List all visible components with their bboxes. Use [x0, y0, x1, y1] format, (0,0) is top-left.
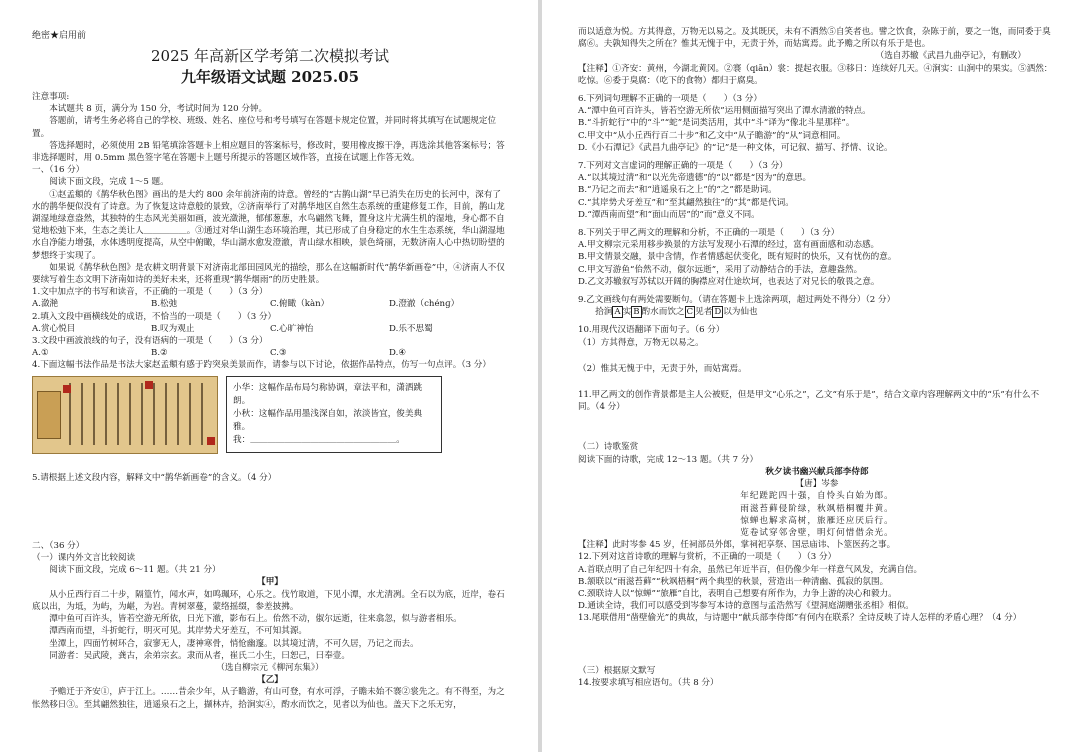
option[interactable]: D.澄澈（chénɡ） [389, 299, 460, 310]
question-2: 2.填入文段中画横线处的成语，不恰当的一项是（ ）（3 分） [32, 311, 277, 322]
question-4-figure [32, 376, 508, 454]
passage-paragraph: 予赡迁于齐安①，庐于江上。……昔余少年，从子瞻游，有山可登，有水可浮，子瞻未始不褰②裳先之。有不得至，为之怅然移日③。至其翩然独往，逍遥泉石之上，撷林卉，拾涧实④，酌水而饮之，见者以为仙也。盖天下之乐无穷， [32, 687, 505, 710]
option[interactable]: C.甲文中“从小丘西行百二十步”和乙文中“从子瞻游”的“从”词意相同。 [578, 130, 846, 141]
option[interactable]: D.“潭西南而望”和“面山而居”的“而”意义不同。 [578, 209, 760, 220]
exam-title: 2025 年高新区学考第二次模拟考试 [151, 47, 389, 65]
exam-page-right [542, 0, 1080, 752]
poem-title: 秋夕读书幽兴献兵部李侍郎 [765, 466, 869, 477]
seal-stamp-icon [207, 437, 215, 445]
break-option-c[interactable]: C [686, 307, 694, 318]
option[interactable]: D.乐不思蜀 [389, 323, 433, 334]
option[interactable]: B.② [151, 348, 168, 359]
option[interactable]: A.首联点明了自己年纪四十有余，虽然已年近半百，但仍像少年一样意气风发，充满自信。 [578, 564, 923, 575]
question-3-options [32, 347, 508, 359]
break-option-b[interactable]: B [633, 307, 640, 318]
poem-line: 雨滋苔藓侵阶绿，秋飒梧桐覆井黄。 [740, 503, 894, 514]
question-4: 4.下面这幅书法作品是书法大家赵孟頫有感于趵突泉美景而作，请参与以下讨论，依据作品特点，仿写一句点评。（3 分） [32, 360, 491, 371]
subsection-heading: （三）根据原文默写 [578, 665, 656, 676]
option[interactable]: D.《小石潭记》《武昌九曲亭记》的“记”是一种文体，可记叙、描写、抒情、议论。 [578, 142, 893, 153]
section-intro: 阅读下面文段，完成 1～5 题。 [49, 177, 169, 188]
question-1: 1.文中加点字的书写和读音，不正确的一项是（ ）（3 分） [32, 287, 268, 298]
question-8: 8.下列关于甲乙两文的理解和分析，不正确的一项是（ ）（3 分） [578, 228, 840, 239]
passage-jia-label: 【甲】 [257, 577, 283, 588]
discussion-line: 小华：这幅作品布局匀称协调，章法平和，潇洒跳朗。 [233, 382, 423, 406]
option[interactable]: C.甲文写游鱼“佁然不动，俶尔远逝”，采用了动静结合的手法，意趣盎然。 [578, 264, 863, 275]
break-option-a[interactable]: A [614, 307, 621, 318]
exam-page-left [0, 0, 538, 752]
option[interactable]: C.颈联诗人以“惊蝉”“旅雁”自比，表明自己想要有所作为，力争上游的决心和毅力。 [578, 588, 897, 599]
poem-line: 览卷试穿邻舍壁，明灯何惜借余光。 [740, 527, 894, 538]
passage-paragraph: 潭西南而望，斗折蛇行，明灭可见。其岸势犬牙差互，不可知其源。 [49, 626, 308, 637]
passage-paragraph: 潭中鱼可百许头，皆若空游无所依，日光下澈，影布石上。佁然不动，俶尔远逝，往来翕忽，似与游者相乐。 [49, 614, 462, 625]
poem-author: 【唐】岑参 [795, 479, 839, 490]
option[interactable]: B.甲文情景交融，景中含情，作者情感起伏变化，既有短时的快乐，又有忧伤的意。 [578, 252, 897, 263]
discussion-box [226, 376, 442, 453]
sentence-break-line: 拾涧 A 实 B 酌水而饮之 C 见者 D 以为仙也 [595, 307, 758, 318]
question-3: 3.文段中画波浪线的句子，没有语病的一项是（ ）（3 分） [32, 336, 268, 347]
seal-stamp-icon [63, 385, 71, 393]
question-5: 5.请根据上述文段内容，解释文中“鹊华新画卷”的含义。（4 分） [32, 472, 277, 483]
option[interactable]: B.颔联以“雨滋苔藓”“秋飒梧桐”两个典型的秋景，营造出一种清幽、孤寂的氛围。 [578, 576, 889, 587]
passage-source: （选自柳宗元《柳河东集》） [216, 662, 324, 673]
question-13: 13.尾联借用“凿壁偷光”的典故，与诗题中“献兵部李侍郎”有何内在联系？全诗反映了诗人怎样的矛盾心理？（4 分） [578, 613, 1022, 624]
passage-paragraph: 从小丘西行百二十步，隔篁竹，闻水声，如鸣珮环，心乐之。伐竹取道，下见小潭，水尤清冽。全石以为底，近岸，卷石底以出，为坻，为屿，为嵁，为岩。青树翠蔓，蒙络摇缀，参差披拂。 [32, 589, 505, 612]
option[interactable]: A.① [32, 348, 49, 359]
question-9: 9.乙文画线句有两处需要断句。（请在答题卡上选涂两项，超过两处不得分）（2 分） [578, 295, 896, 306]
question-10: 10.用现代汉语翻译下面句子。（6 分） [578, 325, 725, 336]
question-6: 6.下列词句理解不正确的一项是（ ）（3 分） [578, 94, 762, 105]
question-7: 7.下列对文言虚词的理解正确的一项是（ ）（3 分） [578, 161, 788, 172]
passage-paragraph: 坐潭上，四面竹树环合，寂寥无人，凄神寒骨，悄怆幽邃。以其境过清，不可久居，乃记之而去。 [49, 638, 419, 649]
section-heading: 一、（16 分） [32, 165, 85, 176]
option[interactable]: C.俯瞰（kàn） [270, 299, 330, 310]
passage-paragraph: ①赵孟頫的《鹊华秋色图》画出的是大约 800 余年前济南的诗意。曾经的“古鹊山湖”早已消失在历史的长河中，深有了水的鹊华便似没有了诗意。为了恢复这诗意般的景致，②济南举行了对鹊华地区自然生态系统的重建修复工作，目前，鹊山龙湖湿地绿意盎然，其独特的生态风光美丽如画，波光潋滟，郁郁葱葱，水鸟翩然飞舞，置身这片尤满生机的湿地，身心都不自觉地松弛下来，生态之美让人＿＿＿＿＿。③通过对华山湖生态环境治理，其已形成了自身稳定的水生生态系统，华山湖湿地水自净能力增强，水体透明度提高，从空中俯瞰，华山湖水愈发澄澈，青山绿水相映，景色绮丽，无数济南人心中热切盼望的梦想终于实现了。 [32, 189, 505, 261]
option[interactable]: B.叹为观止 [151, 323, 195, 334]
passage-paragraph: 同游者：吴武陵，龚古，余弟宗玄。隶而从者，崔氏二小生，曰恕己，曰奉壹。 [49, 650, 350, 661]
translate-item: （1）方其得意，万物无以易之。 [578, 337, 704, 348]
discussion-answer-line[interactable]: 我：＿＿＿＿＿＿＿＿＿＿＿＿＿＿＿＿＿。 [233, 434, 405, 445]
notice-line: 答选择题时，必须使用 2B 铅笔填涂答题卡上相应题目的答案标号，修改时，要用橡皮擦干净，再选涂其他答案标号；答非选择题时，用 0.5mm 黑色签字笔在答题卡上题号所提示的答题区域作答，直接在试题上作答无效。 [32, 140, 505, 164]
passage-source: （选自苏辙《武昌九曲亭记》，有删改） [875, 51, 1026, 62]
calligraphy-artwork-image [32, 376, 218, 454]
option[interactable]: A.“潭中鱼可百许头，皆若空游无所依”运用侧面描写突出了潭水清澈的特点。 [578, 106, 871, 117]
question-11: 11.甲乙两文的创作背景都是主人公被贬，但是甲文“心乐之”，乙文“有乐于是”，结合文章内容理解两文中的“乐”有什么不同。（4 分） [578, 390, 1040, 413]
option[interactable]: B.“斗折蛇行”中的“斗”“蛇”是词类活用，其中“斗”译为“像北斗星那样”。 [578, 118, 855, 129]
passage-paragraph: 如果说《鹊华秋色图》是农耕文明背景下对济南北部田园风光的描绘，那么在这幅新时代“鹊华新画卷”中，④济南人不仅要续写着生态文明下济南如诗的美好未来，还将重现“鹊华烟雨”的历史胜景。 [32, 262, 505, 286]
translate-item: （2）惟其无愧于中，无责于外，而姑寓焉。 [578, 363, 747, 374]
option[interactable]: A.潋滟 [32, 299, 59, 310]
scroll-plaque [37, 391, 61, 439]
discussion-line: 小秋：这幅作品用墨浅深自如，浓淡皆宜，俊美典雅。 [233, 408, 423, 432]
subsection-heading: （一）课内外文言比较阅读 [32, 553, 136, 564]
poem-line: 年纪蹉跎四十强，自怜头白始为郎。 [740, 491, 894, 502]
poem-note: 【注释】此时岑参 45 岁，任祠部员外郎，掌祠祀享祭、国忌庙讳、卜筮医药之事。 [578, 540, 896, 551]
option[interactable]: A.赏心悦目 [32, 323, 76, 334]
option[interactable]: B.松弛 [151, 299, 178, 310]
section-intro: 阅读下面的诗歌，完成 12～13 题。（共 7 分） [578, 454, 759, 465]
option[interactable]: D.④ [389, 348, 407, 359]
option[interactable]: C.“其岸势犬牙差互”和“至其翩然独往”的“其”都是代词。 [578, 197, 794, 208]
question-14: 14.按要求填写相应语句。（共 8 分） [578, 677, 719, 688]
question-12: 12.下列对这首诗歌的理解与赏析，不正确的一项是（ ）（3 分） [578, 552, 837, 563]
confidential-mark: 绝密★启用前 [32, 31, 87, 41]
passage-yi-label: 【乙】 [257, 675, 283, 686]
notice-heading: 注意事项: [32, 92, 70, 102]
question-1-options [32, 298, 508, 310]
option[interactable]: C.心旷神怡 [270, 323, 314, 334]
break-option-d[interactable]: D [714, 307, 722, 318]
poem-line: 惊蝉也解求高树，旅雁还应厌后行。 [740, 515, 894, 526]
question-2-options [32, 323, 508, 335]
option[interactable]: D.乙文苏辙叙写苏轼以开阔的胸襟应对仕途坎坷，也表达了对兄长的敬畏之意。 [578, 276, 880, 287]
section-heading: 二、（36 分） [32, 540, 85, 551]
seal-stamp-icon [145, 381, 153, 389]
option[interactable]: A.甲文柳宗元采用移步换景的方法写发现小石潭的经过，富有画面感和动态感。 [578, 240, 880, 251]
notice-line: 本试题共 8 页，满分为 150 分，考试时间为 120 分钟。 [49, 104, 268, 115]
notice-line: 答题前，请考生务必将自己的学校、班级、姓名、座位号和考号填写在答题卡规定位置，并同时将其填写在试题规定位置。 [32, 116, 497, 139]
passage-paragraph: 而以适意为悦。方其得意，万物无以易之。及其既厌，未有不洒然⑤自笑者也。譬之饮食，杂陈于前，要之一饱，而同委于臭腐⑥。夫孰知得失之所在？惟其无愧于中，无责于外，而姑寓焉。此予赡之所以有乐于是也。 [578, 27, 1051, 50]
section-intro: 阅读下面文段，完成 6～11 题。（共 21 分） [49, 565, 221, 576]
exam-subtitle: 九年级语文试题 2025.05 [180, 68, 360, 86]
subsection-heading: （二）诗歌鉴赏 [578, 442, 639, 453]
option[interactable]: B.“乃记之而去”和“逍遥泉石之上”的“之”都是助词。 [578, 185, 777, 196]
option[interactable]: A.“以其境过清”和“以光先帝遗德”的“以”都是“因为”的意思。 [578, 173, 812, 184]
option[interactable]: D.通读全诗，我们可以感受到岑参写本诗的意图与孟浩然写《望洞庭湖赠张丞相》相似。 [578, 601, 914, 612]
option[interactable]: C.③ [270, 348, 287, 359]
passage-notes: 【注释】①齐安：黄州，今湖北黄冈。②褰（qiān）裳：提起衣服。③移日：连续好几天。④涧实：山涧中的果实。⑤洒然：吃惊。⑥委于臭腐：（吃下的食物）都归于腐臭。 [578, 63, 1053, 86]
